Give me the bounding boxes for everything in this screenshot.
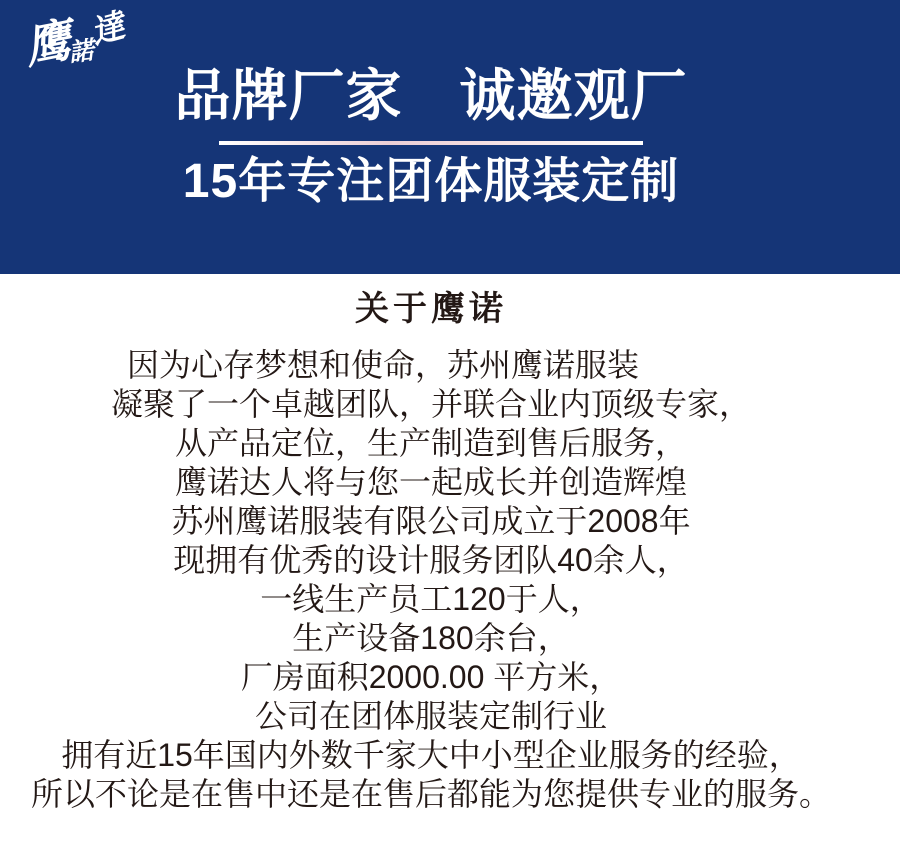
about-line: 一线生产员工120于人， [260, 580, 602, 617]
about-line: 公司在团体服装定制行业 [254, 697, 607, 734]
about-section [0, 289, 862, 814]
about-line: 所以不论是在售中还是在售后都能为您提供专业的服务。 [30, 775, 831, 812]
about-heading: 关于鹰诺 [355, 290, 507, 328]
about-line: 从产品定位，生产制造到售后服务， [174, 424, 687, 461]
logo-char-da: 達 [86, 6, 129, 51]
logo-char-ying: 鹰 [20, 13, 76, 74]
brand-logo [22, 3, 129, 74]
about-line: 凝聚了一个卓越团队，并联合业内顶级专家， [110, 385, 751, 422]
banner [0, 0, 900, 274]
about-line: 拥有近15年国内外数千家大中小型企业服务的经验， [61, 736, 801, 773]
about-line: 鹰诺达人将与您一起成长并创造辉煌 [174, 463, 687, 500]
title-divider [219, 141, 643, 145]
logo-char-nuo: 諾 [67, 36, 96, 68]
about-line: 生产设备180余台， [292, 619, 570, 656]
banner-content [0, 0, 862, 211]
about-paragraph [0, 346, 862, 814]
about-line: 因为心存梦想和使命，苏州鹰诺服装 [126, 346, 639, 383]
about-line: 现拥有优秀的设计服务团队40余人， [173, 541, 689, 578]
about-line: 苏州鹰诺服装有限公司成立于2008年 [171, 502, 691, 539]
main-title: 品牌厂家 诚邀观厂 [174, 64, 688, 127]
subtitle: 15年专注团体服装定制 [182, 155, 680, 209]
about-line: 厂房面积2000.00 平方米， [240, 658, 622, 695]
